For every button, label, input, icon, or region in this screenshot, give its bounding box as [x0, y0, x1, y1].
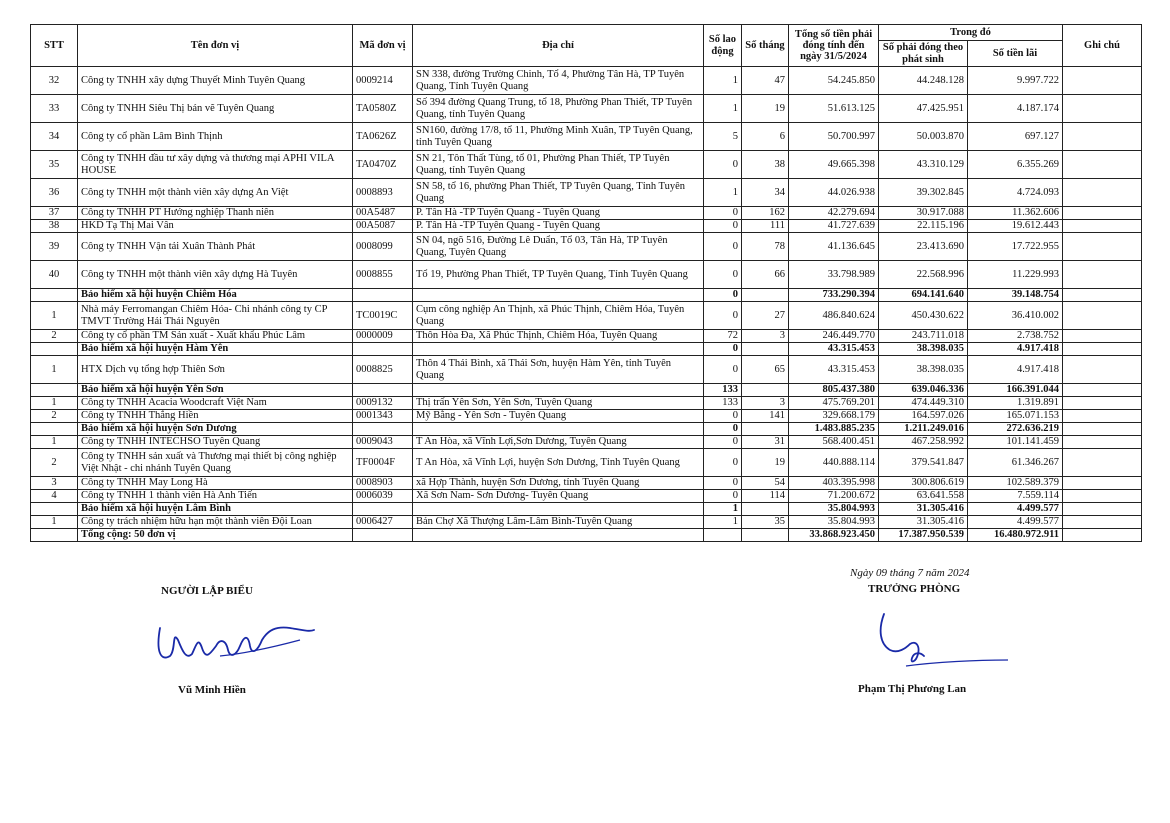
cell-so-lao-dong: 0	[704, 410, 742, 423]
table-row	[31, 233, 1142, 261]
header-ten-don-vi: Tên đơn vị	[78, 25, 353, 67]
cell-stt: 1	[31, 356, 78, 384]
table-row	[31, 436, 1142, 449]
table-row	[31, 302, 1142, 330]
cell-ten-don-vi: Bảo hiểm xã hội huyện Sơn Dương	[78, 423, 353, 436]
cell-dia-chi	[413, 289, 704, 302]
cell-so-tien-lai: 9.997.722	[968, 67, 1063, 95]
cell-ma-don-vi: 0008099	[353, 233, 413, 261]
cell-ghi-chu	[1063, 151, 1142, 179]
cell-ten-don-vi: Công ty TNHH Vận tải Xuân Thành Phát	[78, 233, 353, 261]
cell-so-phai-dong: 639.046.336	[879, 384, 968, 397]
cell-ma-don-vi	[353, 343, 413, 356]
cell-tong-so-tien: 54.245.850	[789, 67, 879, 95]
cell-stt: 36	[31, 179, 78, 207]
cell-so-tien-lai: 6.355.269	[968, 151, 1063, 179]
cell-ten-don-vi: Công ty TNHH 1 thành viên Hà Anh Tiến	[78, 490, 353, 503]
cell-so-thang	[742, 423, 789, 436]
cell-ten-don-vi: Bảo hiểm xã hội huyện Yên Sơn	[78, 384, 353, 397]
cell-so-thang: 78	[742, 233, 789, 261]
cell-ghi-chu	[1063, 343, 1142, 356]
cell-so-lao-dong: 0	[704, 356, 742, 384]
table-row	[31, 95, 1142, 123]
cell-dia-chi	[413, 384, 704, 397]
cell-so-thang	[742, 343, 789, 356]
cell-ghi-chu	[1063, 529, 1142, 542]
cell-tong-so-tien: 440.888.114	[789, 449, 879, 477]
cell-ma-don-vi: TC0019C	[353, 302, 413, 330]
cell-stt: 2	[31, 449, 78, 477]
cell-ma-don-vi: 0008825	[353, 356, 413, 384]
cell-so-thang: 19	[742, 95, 789, 123]
cell-dia-chi: T An Hòa, xã Vĩnh Lợi,Sơn Dương, Tuyên Quang	[413, 436, 704, 449]
cell-ghi-chu	[1063, 436, 1142, 449]
cell-ma-don-vi: TA0626Z	[353, 123, 413, 151]
cell-ten-don-vi: Công ty TNHH xây dựng Thuyết Minh Tuyên Quang	[78, 67, 353, 95]
table-row	[31, 123, 1142, 151]
cell-dia-chi	[413, 529, 704, 542]
cell-so-lao-dong: 0	[704, 449, 742, 477]
cell-ten-don-vi: Công ty cổ phần TM Sản xuất - Xuất khẩu Phúc Lâm	[78, 330, 353, 343]
cell-tong-so-tien: 475.769.201	[789, 397, 879, 410]
cell-so-phai-dong: 694.141.640	[879, 289, 968, 302]
cell-so-tien-lai: 272.636.219	[968, 423, 1063, 436]
cell-ma-don-vi: TF0004F	[353, 449, 413, 477]
cell-stt: 3	[31, 477, 78, 490]
cell-stt: 1	[31, 397, 78, 410]
cell-ma-don-vi: 0000009	[353, 330, 413, 343]
cell-tong-so-tien: 33.798.989	[789, 261, 879, 289]
subtotal-row	[31, 503, 1142, 516]
cell-dia-chi: Xã Sơn Nam- Sơn Dương- Tuyên Quang	[413, 490, 704, 503]
right-signer-title: TRƯỞNG PHÒNG	[868, 583, 961, 595]
cell-so-tien-lai: 166.391.044	[968, 384, 1063, 397]
cell-so-phai-dong: 39.302.845	[879, 179, 968, 207]
cell-ma-don-vi	[353, 289, 413, 302]
cell-stt: 38	[31, 220, 78, 233]
cell-stt	[31, 423, 78, 436]
cell-tong-so-tien: 329.668.179	[789, 410, 879, 423]
cell-ghi-chu	[1063, 490, 1142, 503]
table-row	[31, 151, 1142, 179]
cell-so-lao-dong: 0	[704, 151, 742, 179]
cell-stt	[31, 503, 78, 516]
cell-ten-don-vi: Công ty TNHH INTECHSO Tuyên Quang	[78, 436, 353, 449]
header-so-lao-dong: Số lao động	[704, 25, 742, 67]
cell-so-tien-lai: 101.141.459	[968, 436, 1063, 449]
cell-ma-don-vi: TA0470Z	[353, 151, 413, 179]
cell-so-tien-lai: 16.480.972.911	[968, 529, 1063, 542]
cell-stt: 37	[31, 207, 78, 220]
cell-stt: 1	[31, 302, 78, 330]
cell-so-thang	[742, 384, 789, 397]
cell-so-tien-lai: 697.127	[968, 123, 1063, 151]
cell-ghi-chu	[1063, 179, 1142, 207]
cell-stt	[31, 384, 78, 397]
cell-ten-don-vi: Công ty TNHH Acacia Woodcraft Việt Nam	[78, 397, 353, 410]
cell-so-phai-dong: 1.211.249.016	[879, 423, 968, 436]
cell-dia-chi: SN 58, tổ 16, phường Phan Thiết, TP Tuyên Quang, Tỉnh Tuyên Quang	[413, 179, 704, 207]
cell-so-lao-dong: 0	[704, 289, 742, 302]
cell-ma-don-vi	[353, 503, 413, 516]
cell-ma-don-vi: 0006039	[353, 490, 413, 503]
cell-so-tien-lai: 17.722.955	[968, 233, 1063, 261]
table-row	[31, 477, 1142, 490]
table-row	[31, 207, 1142, 220]
cell-so-phai-dong: 23.413.690	[879, 233, 968, 261]
cell-so-lao-dong: 0	[704, 343, 742, 356]
cell-so-thang: 19	[742, 449, 789, 477]
left-signer-name: Vũ Minh Hiền	[178, 684, 246, 696]
header-ghi-chu: Ghi chú	[1063, 25, 1142, 67]
cell-tong-so-tien: 35.804.993	[789, 516, 879, 529]
header-dia-chi: Địa chỉ	[413, 25, 704, 67]
cell-tong-so-tien: 33.868.923.450	[789, 529, 879, 542]
cell-so-phai-dong: 379.541.847	[879, 449, 968, 477]
cell-so-thang	[742, 503, 789, 516]
cell-so-thang: 34	[742, 179, 789, 207]
cell-ghi-chu	[1063, 503, 1142, 516]
cell-ghi-chu	[1063, 384, 1142, 397]
cell-ghi-chu	[1063, 410, 1142, 423]
cell-so-lao-dong: 0	[704, 490, 742, 503]
cell-so-phai-dong: 31.305.416	[879, 503, 968, 516]
cell-so-tien-lai: 2.738.752	[968, 330, 1063, 343]
cell-so-tien-lai: 11.229.993	[968, 261, 1063, 289]
cell-tong-so-tien: 35.804.993	[789, 503, 879, 516]
cell-stt	[31, 289, 78, 302]
cell-ten-don-vi: Công ty TNHH May Long Hà	[78, 477, 353, 490]
cell-tong-so-tien: 41.136.645	[789, 233, 879, 261]
cell-stt: 4	[31, 490, 78, 503]
cell-ma-don-vi: 0008893	[353, 179, 413, 207]
cell-so-tien-lai: 102.589.379	[968, 477, 1063, 490]
cell-dia-chi: Tổ 19, Phường Phan Thiết, TP Tuyên Quang, Tỉnh Tuyên Quang	[413, 261, 704, 289]
cell-so-thang: 6	[742, 123, 789, 151]
table-row	[31, 67, 1142, 95]
cell-so-phai-dong: 474.449.310	[879, 397, 968, 410]
cell-so-phai-dong: 22.115.196	[879, 220, 968, 233]
cell-dia-chi	[413, 503, 704, 516]
cell-ma-don-vi: 0008903	[353, 477, 413, 490]
cell-so-thang: 66	[742, 261, 789, 289]
cell-stt: 2	[31, 410, 78, 423]
cell-stt: 1	[31, 516, 78, 529]
cell-ghi-chu	[1063, 449, 1142, 477]
cell-tong-so-tien: 41.727.639	[789, 220, 879, 233]
cell-ghi-chu	[1063, 207, 1142, 220]
cell-ghi-chu	[1063, 123, 1142, 151]
cell-stt: 35	[31, 151, 78, 179]
header-so-thang: Số tháng	[742, 25, 789, 67]
cell-so-thang: 114	[742, 490, 789, 503]
cell-ghi-chu	[1063, 356, 1142, 384]
cell-so-tien-lai: 4.499.577	[968, 516, 1063, 529]
cell-so-tien-lai: 4.499.577	[968, 503, 1063, 516]
cell-dia-chi: Cụm công nghiệp An Thịnh, xã Phúc Thịnh, Chiêm Hóa, Tuyên Quang	[413, 302, 704, 330]
cell-dia-chi: Số 394 đường Quang Trung, tổ 18, Phường Phan Thiết, TP Tuyên Quang, tỉnh Tuyên Quang	[413, 95, 704, 123]
cell-dia-chi: P. Tân Hà -TP Tuyên Quang - Tuyên Quang	[413, 220, 704, 233]
cell-so-thang	[742, 529, 789, 542]
cell-so-tien-lai: 1.319.891	[968, 397, 1063, 410]
cell-dia-chi: xã Hợp Thành, huyện Sơn Dương, tỉnh Tuyên Quang	[413, 477, 704, 490]
table-row	[31, 490, 1142, 503]
debt-table	[30, 24, 1142, 542]
cell-so-lao-dong: 72	[704, 330, 742, 343]
cell-so-tien-lai: 4.917.418	[968, 356, 1063, 384]
cell-so-phai-dong: 38.398.035	[879, 356, 968, 384]
cell-ghi-chu	[1063, 233, 1142, 261]
cell-so-phai-dong: 450.430.622	[879, 302, 968, 330]
right-signer-name: Phạm Thị Phương Lan	[858, 683, 967, 695]
cell-so-thang: 54	[742, 477, 789, 490]
cell-ghi-chu	[1063, 516, 1142, 529]
cell-ten-don-vi: HTX Dịch vụ tổng hợp Thiên Sơn	[78, 356, 353, 384]
cell-so-tien-lai: 4.724.093	[968, 179, 1063, 207]
cell-so-thang: 141	[742, 410, 789, 423]
header-tong-so-tien: Tổng số tiền phải đóng tính đến ngày 31/5/2024	[789, 25, 879, 67]
cell-dia-chi	[413, 423, 704, 436]
cell-stt	[31, 529, 78, 542]
cell-ten-don-vi: Công ty TNHH một thành viên xây dựng An Việt	[78, 179, 353, 207]
cell-ma-don-vi: 0009214	[353, 67, 413, 95]
subtotal-row	[31, 384, 1142, 397]
cell-so-lao-dong: 1	[704, 179, 742, 207]
cell-so-thang: 27	[742, 302, 789, 330]
cell-tong-so-tien: 43.315.453	[789, 356, 879, 384]
cell-ten-don-vi: Bảo hiểm xã hội huyện Hàm Yên	[78, 343, 353, 356]
subtotal-row	[31, 343, 1142, 356]
cell-stt: 2	[31, 330, 78, 343]
cell-ma-don-vi: 0006427	[353, 516, 413, 529]
cell-so-lao-dong: 0	[704, 423, 742, 436]
header-trong-do: Trong đó	[879, 25, 1063, 41]
cell-dia-chi: SN 21, Tôn Thất Tùng, tổ 01, Phường Phan Thiết, TP Tuyên Quang, tỉnh Tuyên Quang	[413, 151, 704, 179]
cell-ten-don-vi: Công ty TNHH Thắng Hiền	[78, 410, 353, 423]
cell-ten-don-vi: Công ty cổ phần Lâm Bình Thịnh	[78, 123, 353, 151]
cell-so-phai-dong: 47.425.951	[879, 95, 968, 123]
cell-so-phai-dong: 43.310.129	[879, 151, 968, 179]
cell-stt: 1	[31, 436, 78, 449]
cell-stt	[31, 343, 78, 356]
cell-ten-don-vi: Công ty trách nhiệm hữu hạn một thành viên Đội Loan	[78, 516, 353, 529]
cell-ma-don-vi	[353, 384, 413, 397]
table-row	[31, 220, 1142, 233]
subtotal-row	[31, 423, 1142, 436]
cell-ma-don-vi: 0009132	[353, 397, 413, 410]
cell-ten-don-vi: Công ty TNHH Siêu Thị bán vẽ Tuyên Quang	[78, 95, 353, 123]
cell-so-phai-dong: 44.248.128	[879, 67, 968, 95]
cell-ghi-chu	[1063, 95, 1142, 123]
cell-so-lao-dong: 0	[704, 207, 742, 220]
subtotal-row	[31, 289, 1142, 302]
cell-so-tien-lai: 165.071.153	[968, 410, 1063, 423]
cell-dia-chi	[413, 343, 704, 356]
cell-so-lao-dong: 0	[704, 477, 742, 490]
cell-ghi-chu	[1063, 289, 1142, 302]
cell-so-lao-dong: 0	[704, 302, 742, 330]
cell-so-lao-dong: 133	[704, 384, 742, 397]
cell-so-lao-dong: 0	[704, 436, 742, 449]
cell-so-tien-lai: 61.346.267	[968, 449, 1063, 477]
cell-ghi-chu	[1063, 220, 1142, 233]
sign-date: Ngày 09 tháng 7 năm 2024	[850, 567, 970, 579]
cell-so-lao-dong: 1	[704, 95, 742, 123]
cell-dia-chi: Mỹ Bằng - Yên Sơn - Tuyên Quang	[413, 410, 704, 423]
cell-ma-don-vi: 00A5487	[353, 207, 413, 220]
cell-dia-chi: SN 338, đường Trường Chinh, Tổ 4, Phường Tân Hà, TP Tuyên Quang, Tỉnh Tuyên Quang	[413, 67, 704, 95]
cell-stt: 34	[31, 123, 78, 151]
cell-ten-don-vi: Nhà máy Ferromangan Chiêm Hóa- Chi nhánh công ty CP TMVT Trường Hải Thái Nguyên	[78, 302, 353, 330]
table-row	[31, 179, 1142, 207]
cell-ghi-chu	[1063, 302, 1142, 330]
cell-so-tien-lai: 39.148.754	[968, 289, 1063, 302]
cell-so-phai-dong: 22.568.996	[879, 261, 968, 289]
cell-so-lao-dong: 5	[704, 123, 742, 151]
report-sheet	[30, 24, 1141, 542]
cell-so-thang: 31	[742, 436, 789, 449]
cell-so-thang: 3	[742, 397, 789, 410]
cell-ma-don-vi: 0001343	[353, 410, 413, 423]
cell-so-phai-dong: 164.597.026	[879, 410, 968, 423]
table-body	[31, 67, 1142, 542]
cell-tong-so-tien: 43.315.453	[789, 343, 879, 356]
header-stt: STT	[31, 25, 78, 67]
cell-dia-chi: SN160, đường 17/8, tổ 11, Phường Minh Xuân, TP Tuyên Quang, tỉnh Tuyên Quang	[413, 123, 704, 151]
header-so-tien-lai: Số tiền lãi	[968, 41, 1063, 67]
cell-tong-so-tien: 51.613.125	[789, 95, 879, 123]
right-signature	[876, 610, 1016, 674]
cell-ten-don-vi: Tổng cộng: 50 đơn vị	[78, 529, 353, 542]
cell-ghi-chu	[1063, 261, 1142, 289]
grand-total-row	[31, 529, 1142, 542]
cell-so-lao-dong: 1	[704, 503, 742, 516]
cell-so-thang: 38	[742, 151, 789, 179]
cell-tong-so-tien: 246.449.770	[789, 330, 879, 343]
cell-so-thang: 162	[742, 207, 789, 220]
left-signature	[150, 610, 320, 670]
header-so-phai-dong: Số phải đóng theo phát sinh	[879, 41, 968, 67]
cell-dia-chi: Thôn 4 Thái Bình, xã Thái Sơn, huyện Hàm Yên, tỉnh Tuyên Quang	[413, 356, 704, 384]
table-row	[31, 410, 1142, 423]
cell-so-lao-dong: 1	[704, 516, 742, 529]
cell-so-tien-lai: 36.410.002	[968, 302, 1063, 330]
cell-so-phai-dong: 243.711.018	[879, 330, 968, 343]
cell-tong-so-tien: 44.026.938	[789, 179, 879, 207]
cell-so-tien-lai: 7.559.114	[968, 490, 1063, 503]
cell-so-phai-dong: 63.641.558	[879, 490, 968, 503]
cell-ma-don-vi	[353, 529, 413, 542]
cell-so-phai-dong: 50.003.870	[879, 123, 968, 151]
cell-so-thang: 47	[742, 67, 789, 95]
cell-so-phai-dong: 300.806.619	[879, 477, 968, 490]
cell-tong-so-tien: 49.665.398	[789, 151, 879, 179]
cell-so-lao-dong	[704, 529, 742, 542]
cell-so-tien-lai: 19.612.443	[968, 220, 1063, 233]
cell-ten-don-vi: Công ty TNHH một thành viên xây dựng Hà Tuyên	[78, 261, 353, 289]
table-row	[31, 356, 1142, 384]
cell-dia-chi: Bản Chợ Xã Thượng Lâm-Lâm Bình-Tuyên Quang	[413, 516, 704, 529]
cell-ghi-chu	[1063, 330, 1142, 343]
cell-tong-so-tien: 42.279.694	[789, 207, 879, 220]
left-signer-title: NGƯỜI LẬP BIỂU	[161, 585, 253, 597]
cell-tong-so-tien: 1.483.885.235	[789, 423, 879, 436]
cell-so-tien-lai: 4.917.418	[968, 343, 1063, 356]
cell-so-lao-dong: 0	[704, 261, 742, 289]
cell-so-thang: 65	[742, 356, 789, 384]
cell-ten-don-vi: Bảo hiểm xã hội huyện Lâm Bình	[78, 503, 353, 516]
cell-stt: 33	[31, 95, 78, 123]
cell-so-lao-dong: 0	[704, 220, 742, 233]
cell-ten-don-vi: Công ty TNHH sản xuất và Thương mại thiết bị công nghiệp Việt Nhật - chi nhánh Tuyên Quang	[78, 449, 353, 477]
cell-so-phai-dong: 17.387.950.539	[879, 529, 968, 542]
cell-dia-chi: Thị trấn Yên Sơn, Yên Sơn, Tuyên Quang	[413, 397, 704, 410]
cell-tong-so-tien: 403.395.998	[789, 477, 879, 490]
cell-tong-so-tien: 50.700.997	[789, 123, 879, 151]
cell-so-lao-dong: 133	[704, 397, 742, 410]
cell-so-phai-dong: 31.305.416	[879, 516, 968, 529]
cell-tong-so-tien: 733.290.394	[789, 289, 879, 302]
cell-so-lao-dong: 1	[704, 67, 742, 95]
header-ma-don-vi: Mã đơn vị	[353, 25, 413, 67]
cell-so-thang	[742, 289, 789, 302]
table-row	[31, 330, 1142, 343]
cell-ten-don-vi: HKD Tạ Thị Mai Vân	[78, 220, 353, 233]
cell-ma-don-vi	[353, 423, 413, 436]
cell-tong-so-tien: 71.200.672	[789, 490, 879, 503]
table-row	[31, 261, 1142, 289]
cell-stt: 32	[31, 67, 78, 95]
cell-dia-chi: SN 04, ngõ 516, Đường Lê Duẩn, Tổ 03, Tân Hà, TP Tuyên Quang, Tuyên Quang	[413, 233, 704, 261]
cell-so-phai-dong: 467.258.992	[879, 436, 968, 449]
cell-ghi-chu	[1063, 397, 1142, 410]
table-row	[31, 516, 1142, 529]
cell-tong-so-tien: 486.840.624	[789, 302, 879, 330]
cell-so-phai-dong: 38.398.035	[879, 343, 968, 356]
cell-dia-chi: P. Tân Hà -TP Tuyên Quang - Tuyên Quang	[413, 207, 704, 220]
cell-dia-chi: T An Hòa, xã Vĩnh Lợi, huyện Sơn Dương, Tỉnh Tuyên Quang	[413, 449, 704, 477]
cell-ghi-chu	[1063, 423, 1142, 436]
table-row	[31, 397, 1142, 410]
cell-ma-don-vi: TA0580Z	[353, 95, 413, 123]
cell-ten-don-vi: Bảo hiểm xã hội huyện Chiêm Hóa	[78, 289, 353, 302]
cell-so-tien-lai: 11.362.606	[968, 207, 1063, 220]
cell-so-phai-dong: 30.917.088	[879, 207, 968, 220]
cell-ten-don-vi: Công ty TNHH đầu tư xây dựng và thương mại APHI VILA HOUSE	[78, 151, 353, 179]
cell-ma-don-vi: 0008855	[353, 261, 413, 289]
cell-tong-so-tien: 568.400.451	[789, 436, 879, 449]
cell-stt: 40	[31, 261, 78, 289]
cell-so-lao-dong: 0	[704, 233, 742, 261]
cell-ma-don-vi: 00A5087	[353, 220, 413, 233]
cell-ma-don-vi: 0009043	[353, 436, 413, 449]
cell-so-thang: 111	[742, 220, 789, 233]
cell-so-thang: 35	[742, 516, 789, 529]
table-row	[31, 449, 1142, 477]
cell-ten-don-vi: Công ty TNHH PT Hướng nghiệp Thanh niên	[78, 207, 353, 220]
cell-so-tien-lai: 4.187.174	[968, 95, 1063, 123]
cell-tong-so-tien: 805.437.380	[789, 384, 879, 397]
cell-so-thang: 3	[742, 330, 789, 343]
cell-ghi-chu	[1063, 67, 1142, 95]
cell-stt: 39	[31, 233, 78, 261]
cell-ghi-chu	[1063, 477, 1142, 490]
cell-dia-chi: Thôn Hòa Đa, Xã Phúc Thịnh, Chiêm Hóa, Tuyên Quang	[413, 330, 704, 343]
